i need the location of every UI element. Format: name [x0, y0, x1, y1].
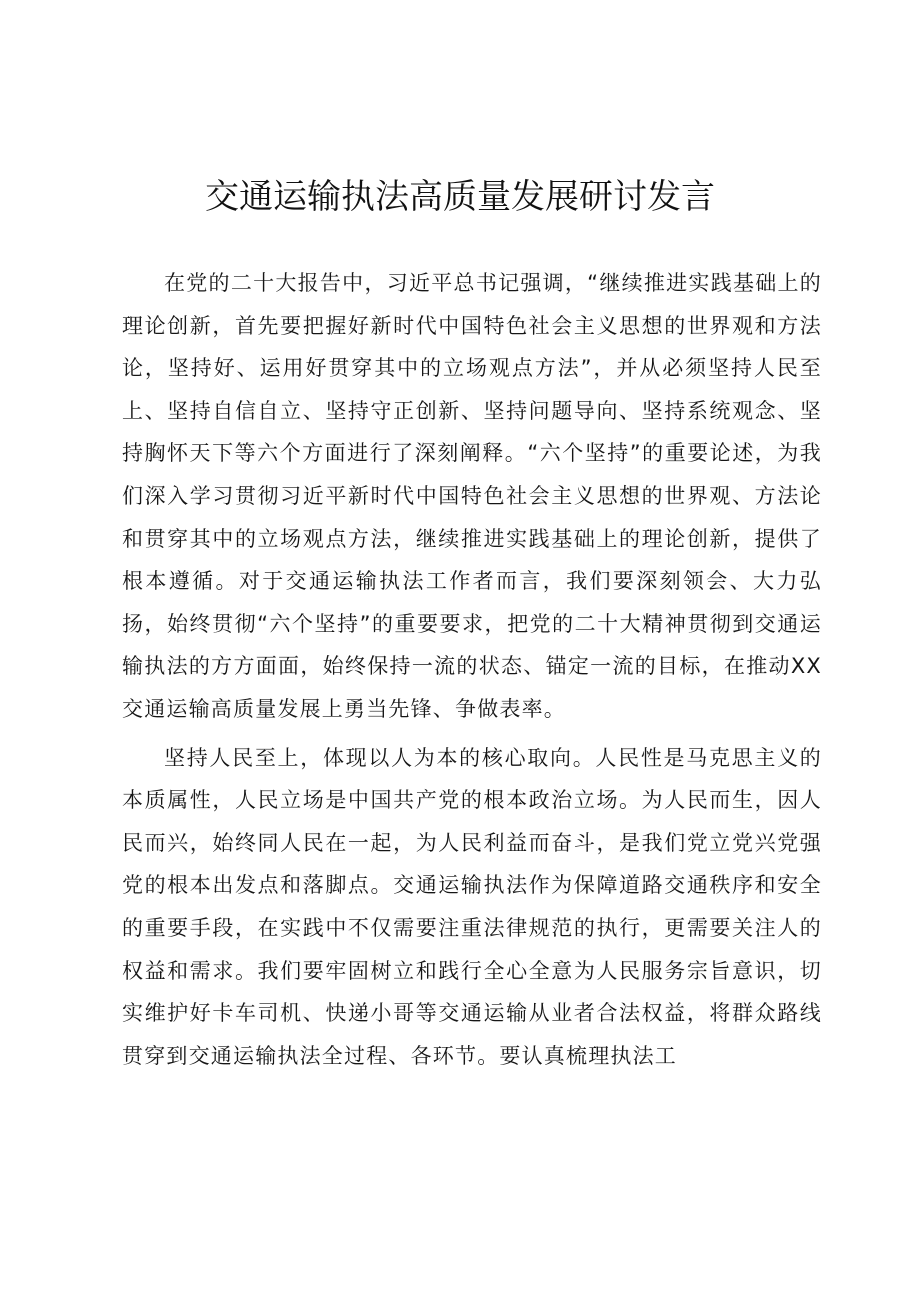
document-title: 交通运输执法高质量发展研讨发言: [205, 177, 715, 217]
paragraph-2: 坚持人民至上，体现以人为本的核心取向。人民性是马克思主义的本质属性，人民立场是中国共产党的根本政治立场。为人民而生，因人民而兴，始终同人民在一起，为人民利益而奋斗，是我们党立党兴党强党的根本出发点和落脚点。交通运输执法作为保障道路交通秩序和安全的重要手段，在实践中不仅需要注重法律规范的执行，更需要关注人的权益和需求。我们要牢固树立和践行全心全意为人民服务宗旨意识，切实维护好卡车司机、快递小哥等交通运输从业者合法权益，将群众路线贯穿到交通运输执法全过程、各环节。要认真梳理执法工: [122, 745, 822, 1068]
paragraph-1: 在党的二十大报告中，习近平总书记强调，“继续推进实践基础上的理论创新，首先要把握好新时代中国特色社会主义思想的世界观和方法论，坚持好、运用好贯穿其中的立场观点方法”，并从必须坚持人民至上、坚持自信自立、坚持守正创新、坚持问题导向、坚持系统观念、坚持胸怀天下等六个方面进行了深刻阐释。“六个坚持”的重要论述，为我们深入学习贯彻习近平新时代中国特色社会主义思想的世界观、方法论和贯穿其中的立场观点方法，继续推进实践基础上的理论创新，提供了根本遵循。对于交通运输执法工作者而言，我们要深刻领会、大力弘扬，始终贯彻“六个坚持”的重要要求，把党的二十大精神贯彻到交通运输执法的方方面面，始终保持一流的状态、锚定一流的目标，在推动XX交通运输高质量发展上勇当先锋、争做表率。: [122, 271, 822, 721]
document-body: [122, 262, 822, 1083]
